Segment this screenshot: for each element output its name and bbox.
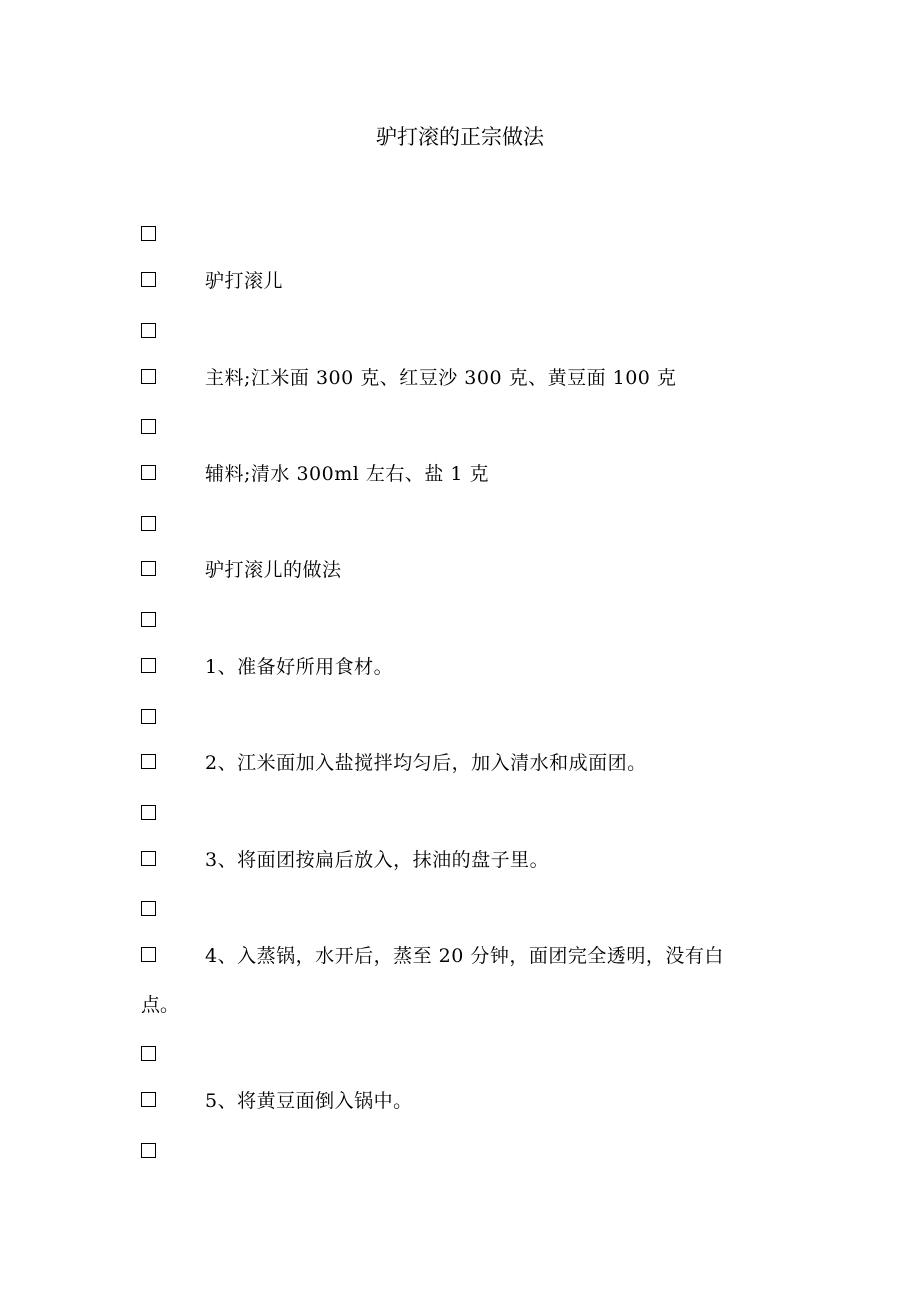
list-item: [141, 895, 781, 925]
list-item-text: 2、江米面加入盐搅拌均匀后，加入清水和成面团。: [205, 752, 647, 774]
checkbox-square-icon: [141, 1143, 156, 1158]
checkbox-square-icon: [141, 226, 156, 241]
checkbox-square-icon: [141, 465, 156, 480]
checkbox-square-icon: [141, 1092, 156, 1107]
list-item-text: 辅料;清水 300ml 左右、盐 1 克: [205, 463, 490, 485]
checkbox-square-icon: [141, 947, 156, 962]
list-item-text: 1、准备好所用食材。: [205, 656, 394, 678]
checkbox-square-icon: [141, 851, 156, 866]
document-title: 驴打滚的正宗做法: [376, 125, 544, 149]
list-item: [141, 1137, 781, 1167]
checkbox-square-icon: [141, 369, 156, 384]
list-item-text: 5、将黄豆面倒入锅中。: [205, 1090, 413, 1112]
list-item: [141, 845, 781, 875]
list-item-text: 驴打滚儿: [205, 270, 284, 292]
list-item-text: 3、将面团按扁后放入，抹油的盘子里。: [205, 849, 550, 871]
list-item: [141, 413, 781, 443]
list-item: [141, 317, 781, 347]
checkbox-square-icon: [141, 612, 156, 627]
checkbox-square-icon: [141, 1046, 156, 1061]
checkbox-square-icon: [141, 419, 156, 434]
list-item: [141, 606, 781, 636]
list-item: [141, 555, 781, 585]
checkbox-square-icon: [141, 658, 156, 673]
list-item: [141, 459, 781, 489]
checkbox-square-icon: [141, 805, 156, 820]
list-item: [141, 941, 781, 971]
checkbox-square-icon: [141, 323, 156, 338]
list-item: [141, 266, 781, 296]
checkbox-square-icon: [141, 516, 156, 531]
checkbox-square-icon: [141, 754, 156, 769]
list-item: [141, 652, 781, 682]
list-item-text: 4、入蒸锅，水开后，蒸至 20 分钟，面团完全透明，没有白: [205, 945, 724, 967]
list-item: [141, 220, 781, 250]
checkbox-square-icon: [141, 561, 156, 576]
list-item-text: 驴打滚儿的做法: [205, 559, 342, 581]
checkbox-square-icon: [141, 709, 156, 724]
list-item: [141, 1086, 781, 1116]
list-item: [141, 510, 781, 540]
checkbox-square-icon: [141, 272, 156, 287]
list-item: [141, 799, 781, 829]
list-item: [141, 703, 781, 733]
list-item: [141, 363, 781, 393]
list-item: [141, 748, 781, 778]
list-item-text-continuation: 点。: [141, 994, 180, 1016]
checkbox-square-icon: [141, 901, 156, 916]
list-item-text: 主料;江米面 300 克、红豆沙 300 克、黄豆面 100 克: [205, 367, 677, 389]
list-item: [141, 1040, 781, 1070]
